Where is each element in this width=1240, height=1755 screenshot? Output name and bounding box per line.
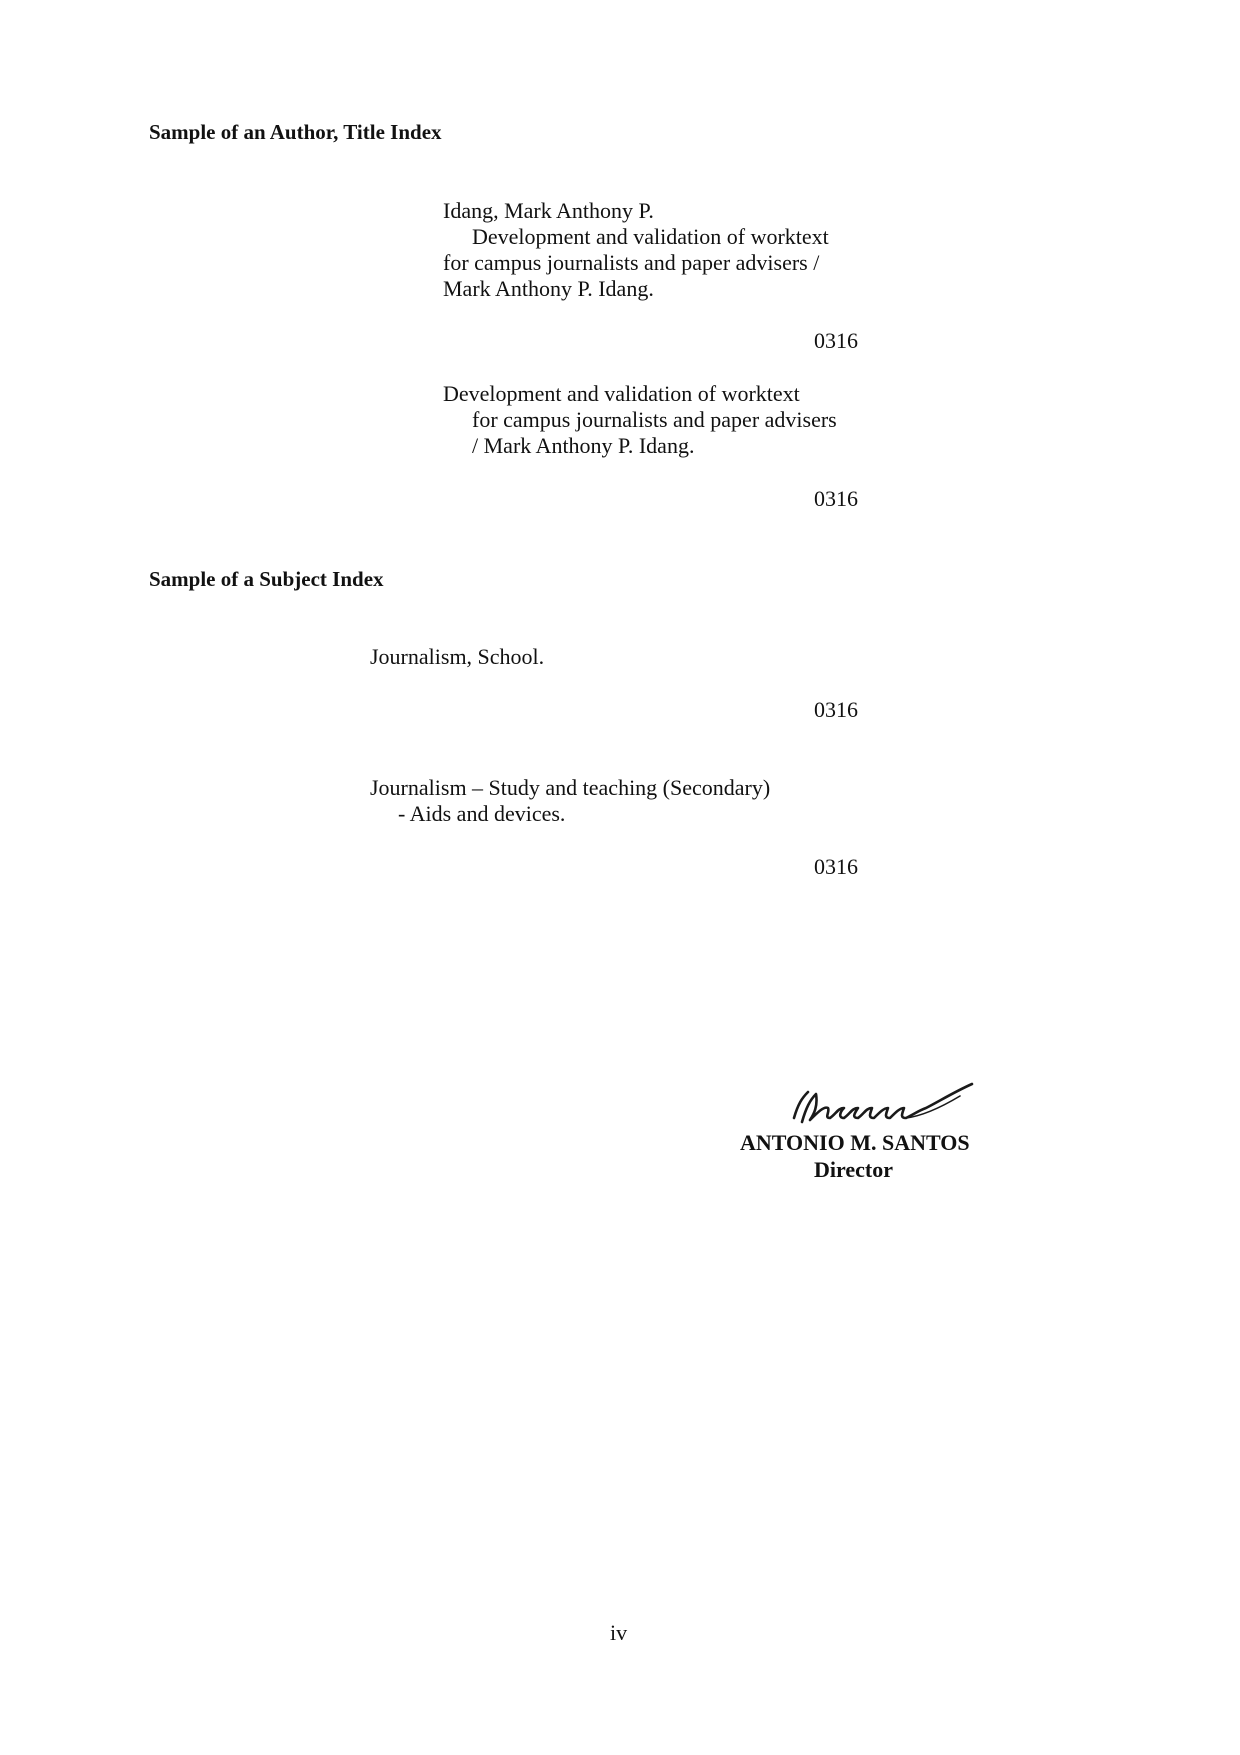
author-entry-line: for campus journalists and paper advisers / bbox=[443, 250, 820, 275]
author-entry-line: Development and validation of worktext bbox=[472, 224, 829, 249]
page-number: iv bbox=[610, 1620, 628, 1645]
call-number: 0316 bbox=[814, 697, 858, 722]
title-entry-line: Development and validation of worktext bbox=[443, 381, 800, 406]
subject-index-heading: Sample of a Subject Index bbox=[149, 567, 384, 591]
subject-entry-line: Journalism – Study and teaching (Secondary) bbox=[370, 775, 771, 800]
signatory-name: ANTONIO M. SANTOS bbox=[740, 1130, 970, 1155]
handwritten-signature bbox=[788, 1078, 978, 1130]
author-entry-line: Mark Anthony P. Idang. bbox=[443, 276, 654, 301]
subject-entry-line: - Aids and devices. bbox=[398, 801, 566, 826]
title-entry-line: for campus journalists and paper advisers bbox=[472, 407, 837, 432]
signatory-title: Director bbox=[814, 1157, 893, 1182]
call-number: 0316 bbox=[814, 486, 858, 511]
subject-entry-line: Journalism, School. bbox=[370, 644, 545, 669]
call-number: 0316 bbox=[814, 328, 858, 353]
author-title-index-heading: Sample of an Author, Title Index bbox=[149, 120, 442, 144]
title-entry-line: / Mark Anthony P. Idang. bbox=[472, 433, 695, 458]
author-entry-line: Idang, Mark Anthony P. bbox=[443, 198, 654, 223]
call-number: 0316 bbox=[814, 854, 858, 879]
